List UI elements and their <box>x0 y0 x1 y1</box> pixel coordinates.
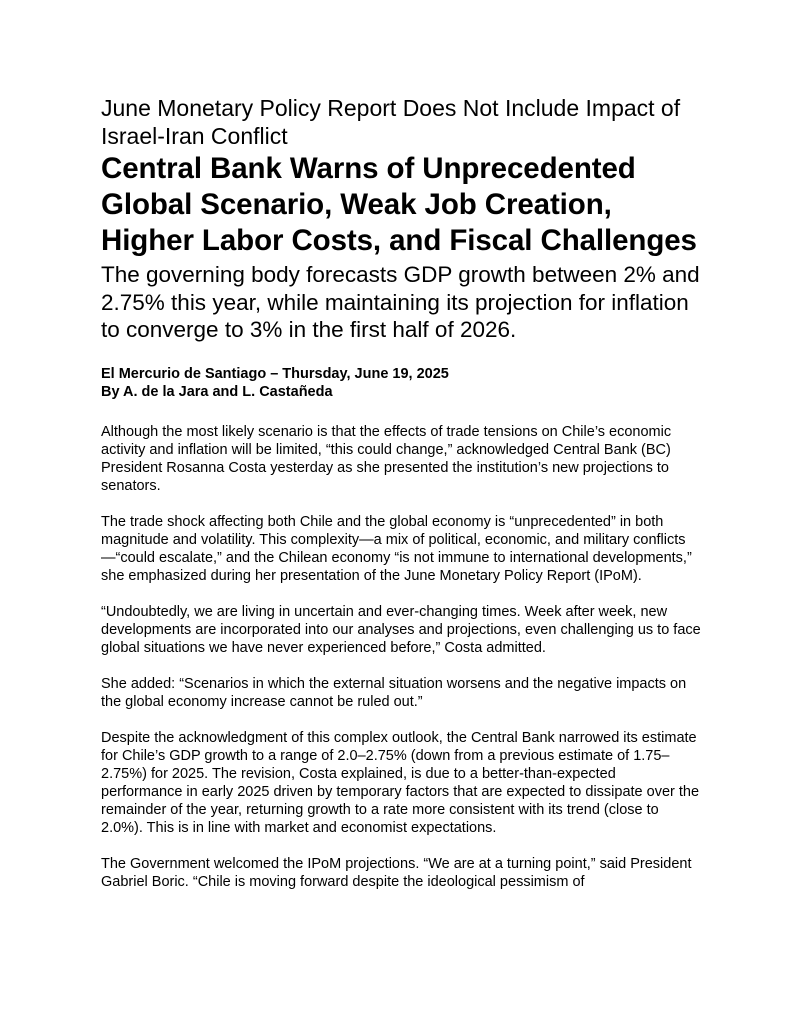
body-paragraph: Despite the acknowledgment of this complex outlook, the Central Bank narrowed its estimate for Chile’s GDP growth to a range of 2.0–2.75% (down from a previous estimate of 1.75–2.75%) for 2025. The revision, Costa explained, is due to a better-than-expected performance in early 2025 driven by temporary factors that are expected to dissipate over the remainder of the year, returning growth to a rate more consistent with its trend (close to 2.0%). This is in line with market and economist expectations. <box>101 729 700 836</box>
byline <box>101 365 701 401</box>
source-line: El Mercurio de Santiago – Thursday, June 19, 2025 <box>101 365 449 382</box>
author-line: By A. de la Jara and L. Castañeda <box>101 383 333 400</box>
article-body <box>101 423 701 891</box>
article-kicker: June Monetary Policy Report Does Not Include Impact of Israel-Iran Conflict <box>101 95 681 149</box>
body-paragraph: The Government welcomed the IPoM projections. “We are at a turning point,” said President Gabriel Boric. “Chile is moving forward despite the ideological pessimism of <box>101 855 692 890</box>
body-paragraph: Although the most likely scenario is that the effects of trade tensions on Chile’s economic activity and inflation will be limited, “this could change,” acknowledged Central Bank (BC) President Rosanna Costa yesterday as she presented the institution’s new projections to senators. <box>101 423 672 494</box>
body-paragraph: The trade shock affecting both Chile and the global economy is “unprecedented” in both magnitude and volatility. This complexity—a mix of political, economic, and military conflicts—“could escalate,” and the Chilean economy “is not immune to international developments,” she emphasized during her presentation of the June Monetary Policy Report (IPoM). <box>101 513 692 584</box>
article <box>101 94 701 909</box>
body-paragraph: She added: “Scenarios in which the external situation worsens and the negative impacts on the global economy increase cannot be ruled out.” <box>101 675 687 710</box>
body-paragraph: “Undoubtedly, we are living in uncertain and ever-changing times. Week after week, new developments are incorporated into our analyses and projections, even challenging us to face global situations we have never experienced before,” Costa admitted. <box>101 603 701 656</box>
article-headline: Central Bank Warns of Unprecedented Global Scenario, Weak Job Creation, Higher Labor Costs, and Fiscal Challenges <box>101 152 697 257</box>
article-deck: The governing body forecasts GDP growth between 2% and 2.75% this year, while maintaining its projection for inflation to converge to 3% in the first half of 2026. <box>101 262 700 342</box>
